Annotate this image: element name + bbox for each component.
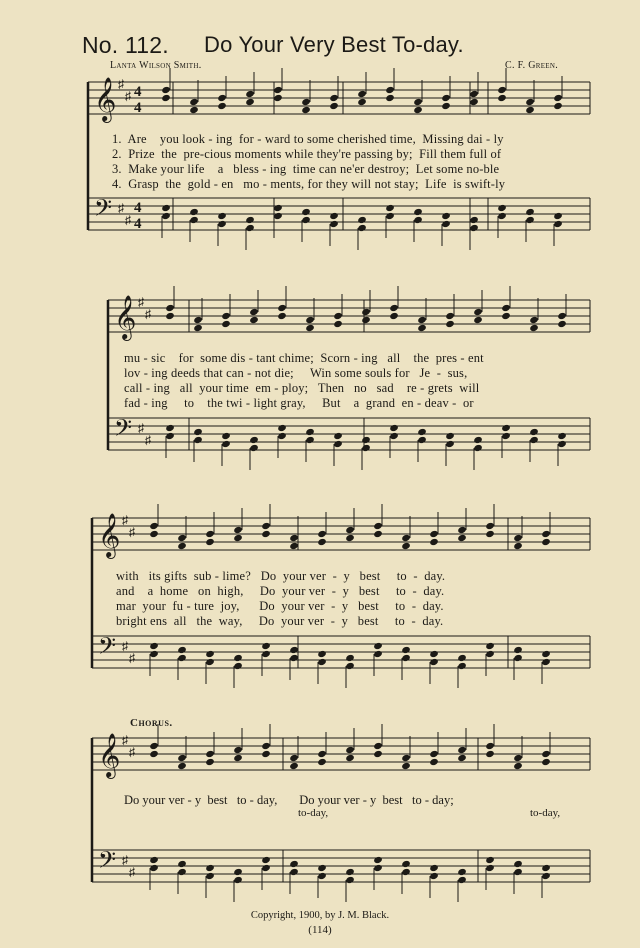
verse-line: 2. Prize the pre-cious moments while they're passing by; Fill them full of bbox=[112, 147, 502, 161]
note-head bbox=[317, 758, 327, 766]
time-signature: 4 bbox=[134, 100, 142, 116]
note-head bbox=[373, 522, 383, 530]
note-head bbox=[373, 650, 383, 658]
note-head bbox=[513, 868, 523, 876]
note-head bbox=[333, 432, 343, 440]
note-head bbox=[441, 102, 451, 110]
note-head bbox=[401, 542, 411, 550]
note-head bbox=[205, 864, 215, 872]
note-head bbox=[401, 868, 411, 876]
note-head bbox=[273, 94, 283, 102]
note-head bbox=[497, 212, 507, 220]
note-head bbox=[289, 762, 299, 770]
note-head bbox=[217, 94, 227, 102]
note-head bbox=[289, 754, 299, 762]
note-head bbox=[473, 444, 483, 452]
note-head bbox=[485, 642, 495, 650]
note-head bbox=[289, 534, 299, 542]
note-head bbox=[473, 308, 483, 316]
verse-line: with its gifts sub - lime? Do your ver - y best to - day. bbox=[116, 569, 446, 583]
note-head bbox=[553, 102, 563, 110]
sharp-icon: ♯ bbox=[129, 651, 135, 665]
time-signature: 4 bbox=[134, 200, 142, 216]
verse-line: mu - sic for some dis - tant chime; Scorn - ing all the pres - ent bbox=[124, 351, 484, 365]
sharp-icon: ♯ bbox=[138, 295, 144, 309]
note-head bbox=[401, 646, 411, 654]
note-head bbox=[205, 530, 215, 538]
sharp-icon: ♯ bbox=[138, 421, 144, 435]
note-head bbox=[441, 220, 451, 228]
note-head bbox=[177, 654, 187, 662]
page-number: (114) bbox=[308, 924, 332, 936]
note-head bbox=[457, 534, 467, 542]
note-head bbox=[273, 204, 283, 212]
chorus-label: Chorus. bbox=[130, 717, 173, 729]
note-head bbox=[541, 872, 551, 880]
note-head bbox=[373, 856, 383, 864]
sharp-icon: ♯ bbox=[145, 433, 151, 447]
note-head bbox=[485, 522, 495, 530]
note-head bbox=[457, 876, 467, 884]
note-head bbox=[373, 742, 383, 750]
note-head bbox=[417, 428, 427, 436]
note-head bbox=[277, 424, 287, 432]
note-head bbox=[357, 216, 367, 224]
note-head bbox=[273, 212, 283, 220]
note-head bbox=[513, 534, 523, 542]
chorus-echo-left: to-day, bbox=[298, 807, 329, 819]
time-signature: 4 bbox=[134, 84, 142, 100]
verse-line: fad - ing to the twi - light gray, But a grand en - deav - or bbox=[124, 396, 474, 410]
note-head bbox=[513, 860, 523, 868]
note-head bbox=[541, 750, 551, 758]
note-head bbox=[441, 212, 451, 220]
note-head bbox=[161, 94, 171, 102]
verse-line: 3. Make your life a bless - ing time can ne'er destroy; Let some no-ble bbox=[112, 162, 500, 176]
note-head bbox=[289, 654, 299, 662]
note-head bbox=[441, 94, 451, 102]
note-head bbox=[473, 436, 483, 444]
note-head bbox=[305, 428, 315, 436]
note-head bbox=[333, 440, 343, 448]
note-head bbox=[485, 650, 495, 658]
note-head bbox=[205, 658, 215, 666]
bass-clef-icon: 𝄢 bbox=[98, 632, 117, 665]
note-head bbox=[525, 98, 535, 106]
note-head bbox=[193, 316, 203, 324]
note-head bbox=[221, 312, 231, 320]
note-head bbox=[417, 316, 427, 324]
note-head bbox=[541, 650, 551, 658]
note-head bbox=[233, 876, 243, 884]
note-head bbox=[389, 432, 399, 440]
note-head bbox=[345, 662, 355, 670]
treble-clef-icon: 𝄞 bbox=[98, 733, 121, 777]
note-head bbox=[149, 650, 159, 658]
note-head bbox=[557, 440, 567, 448]
note-head bbox=[177, 542, 187, 550]
note-head bbox=[261, 742, 271, 750]
note-head bbox=[289, 860, 299, 868]
note-head bbox=[165, 304, 175, 312]
note-head bbox=[417, 324, 427, 332]
sharp-icon: ♯ bbox=[122, 639, 128, 653]
hymn-title: Do Your Very Best To-day. bbox=[204, 32, 464, 57]
note-head bbox=[301, 98, 311, 106]
note-head bbox=[345, 534, 355, 542]
note-head bbox=[485, 856, 495, 864]
note-head bbox=[541, 530, 551, 538]
note-head bbox=[245, 224, 255, 232]
sharp-icon: ♯ bbox=[129, 525, 135, 539]
note-head bbox=[497, 94, 507, 102]
note-head bbox=[553, 212, 563, 220]
note-head bbox=[501, 432, 511, 440]
note-head bbox=[385, 212, 395, 220]
note-head bbox=[217, 220, 227, 228]
note-head bbox=[429, 538, 439, 546]
note-head bbox=[457, 754, 467, 762]
note-head bbox=[401, 534, 411, 542]
note-head bbox=[361, 444, 371, 452]
note-head bbox=[329, 94, 339, 102]
verse-line: call - ing all your time em - ploy; Then no sad re - grets will bbox=[124, 381, 480, 395]
hymn-number: No. 112. bbox=[82, 32, 169, 58]
note-head bbox=[345, 754, 355, 762]
note-head bbox=[401, 654, 411, 662]
note-head bbox=[385, 204, 395, 212]
note-head bbox=[233, 746, 243, 754]
note-head bbox=[205, 750, 215, 758]
note-head bbox=[361, 308, 371, 316]
note-head bbox=[249, 444, 259, 452]
lyricist-credit: Lanta Wilson Smith. bbox=[110, 60, 202, 71]
note-head bbox=[413, 98, 423, 106]
note-head bbox=[277, 312, 287, 320]
note-head bbox=[289, 868, 299, 876]
note-head bbox=[261, 522, 271, 530]
note-head bbox=[389, 424, 399, 432]
note-head bbox=[469, 90, 479, 98]
note-head bbox=[513, 654, 523, 662]
treble-clef-icon: 𝄞 bbox=[98, 513, 121, 557]
note-head bbox=[317, 750, 327, 758]
note-head bbox=[485, 742, 495, 750]
note-head bbox=[413, 216, 423, 224]
note-head bbox=[361, 436, 371, 444]
note-head bbox=[345, 868, 355, 876]
note-head bbox=[429, 750, 439, 758]
note-head bbox=[233, 534, 243, 542]
note-head bbox=[149, 856, 159, 864]
note-head bbox=[385, 94, 395, 102]
note-head bbox=[261, 530, 271, 538]
note-head bbox=[161, 86, 171, 94]
note-head bbox=[417, 436, 427, 444]
note-head bbox=[501, 424, 511, 432]
note-head bbox=[261, 856, 271, 864]
note-head bbox=[193, 324, 203, 332]
note-head bbox=[357, 224, 367, 232]
note-head bbox=[357, 98, 367, 106]
note-head bbox=[233, 754, 243, 762]
note-head bbox=[205, 872, 215, 880]
chorus-echo-right: to-day, bbox=[530, 807, 561, 819]
note-head bbox=[205, 538, 215, 546]
note-head bbox=[541, 538, 551, 546]
note-head bbox=[149, 750, 159, 758]
sharp-icon: ♯ bbox=[145, 307, 151, 321]
note-head bbox=[305, 316, 315, 324]
note-head bbox=[457, 662, 467, 670]
note-head bbox=[473, 316, 483, 324]
note-head bbox=[165, 312, 175, 320]
note-head bbox=[513, 762, 523, 770]
note-head bbox=[305, 436, 315, 444]
note-head bbox=[373, 864, 383, 872]
note-head bbox=[345, 526, 355, 534]
time-signature: 4 bbox=[134, 216, 142, 232]
note-head bbox=[329, 102, 339, 110]
note-head bbox=[317, 650, 327, 658]
note-head bbox=[529, 316, 539, 324]
note-head bbox=[317, 872, 327, 880]
note-head bbox=[333, 320, 343, 328]
note-head bbox=[525, 208, 535, 216]
note-head bbox=[541, 864, 551, 872]
note-head bbox=[233, 868, 243, 876]
note-head bbox=[249, 316, 259, 324]
note-head bbox=[469, 216, 479, 224]
note-head bbox=[205, 650, 215, 658]
note-head bbox=[277, 304, 287, 312]
note-head bbox=[301, 106, 311, 114]
note-head bbox=[373, 750, 383, 758]
note-head bbox=[457, 526, 467, 534]
note-head bbox=[189, 106, 199, 114]
note-head bbox=[457, 868, 467, 876]
note-head bbox=[329, 212, 339, 220]
note-head bbox=[177, 868, 187, 876]
note-head bbox=[361, 316, 371, 324]
note-head bbox=[429, 650, 439, 658]
sharp-icon: ♯ bbox=[118, 77, 124, 91]
note-head bbox=[557, 432, 567, 440]
note-head bbox=[457, 654, 467, 662]
note-head bbox=[221, 432, 231, 440]
note-head bbox=[273, 86, 283, 94]
note-head bbox=[497, 86, 507, 94]
note-head bbox=[261, 864, 271, 872]
note-head bbox=[233, 654, 243, 662]
verse-line: 1. Are you look - ing for - ward to some cherished time, Missing dai - ly bbox=[112, 132, 504, 146]
note-head bbox=[513, 754, 523, 762]
note-head bbox=[165, 432, 175, 440]
note-head bbox=[541, 658, 551, 666]
note-head bbox=[205, 758, 215, 766]
chorus-lyrics: Do your ver - y best to - day, Do your ver - y best to - day; bbox=[124, 793, 454, 807]
note-head bbox=[245, 90, 255, 98]
note-head bbox=[193, 428, 203, 436]
note-head bbox=[149, 642, 159, 650]
note-head bbox=[233, 526, 243, 534]
bass-clef-icon: 𝄢 bbox=[94, 194, 113, 227]
sharp-icon: ♯ bbox=[129, 865, 135, 879]
note-head bbox=[177, 754, 187, 762]
treble-clef-icon: 𝄞 bbox=[114, 295, 137, 339]
note-head bbox=[317, 658, 327, 666]
note-head bbox=[249, 436, 259, 444]
note-head bbox=[305, 324, 315, 332]
note-head bbox=[553, 94, 563, 102]
note-head bbox=[469, 224, 479, 232]
note-head bbox=[501, 312, 511, 320]
note-head bbox=[413, 208, 423, 216]
note-head bbox=[357, 90, 367, 98]
note-head bbox=[401, 860, 411, 868]
sharp-icon: ♯ bbox=[129, 745, 135, 759]
note-head bbox=[445, 312, 455, 320]
note-head bbox=[401, 754, 411, 762]
note-head bbox=[345, 654, 355, 662]
bass-clef-icon: 𝄢 bbox=[114, 414, 133, 447]
note-head bbox=[557, 312, 567, 320]
note-head bbox=[193, 436, 203, 444]
note-head bbox=[429, 658, 439, 666]
note-head bbox=[413, 106, 423, 114]
note-head bbox=[149, 530, 159, 538]
copyright-notice: Copyright, 1900, by J. M. Black. bbox=[250, 910, 390, 921]
note-head bbox=[189, 98, 199, 106]
note-head bbox=[245, 216, 255, 224]
note-head bbox=[429, 864, 439, 872]
note-head bbox=[301, 216, 311, 224]
note-head bbox=[245, 98, 255, 106]
sharp-icon: ♯ bbox=[122, 513, 128, 527]
note-head bbox=[301, 208, 311, 216]
note-head bbox=[217, 102, 227, 110]
note-head bbox=[177, 534, 187, 542]
note-head bbox=[501, 304, 511, 312]
note-head bbox=[177, 860, 187, 868]
note-head bbox=[445, 440, 455, 448]
note-head bbox=[189, 208, 199, 216]
note-head bbox=[429, 872, 439, 880]
treble-clef-icon: 𝄞 bbox=[94, 77, 117, 121]
note-head bbox=[149, 522, 159, 530]
note-head bbox=[329, 220, 339, 228]
note-head bbox=[513, 646, 523, 654]
note-head bbox=[557, 320, 567, 328]
note-head bbox=[277, 432, 287, 440]
note-head bbox=[513, 542, 523, 550]
sharp-icon: ♯ bbox=[125, 89, 131, 103]
sharp-icon: ♯ bbox=[118, 201, 124, 215]
note-head bbox=[373, 530, 383, 538]
note-head bbox=[529, 428, 539, 436]
note-head bbox=[289, 542, 299, 550]
verse-line: 4. Grasp the gold - en mo - ments, for they will not stay; Life is swift-ly bbox=[112, 177, 506, 191]
note-head bbox=[457, 746, 467, 754]
note-head bbox=[525, 216, 535, 224]
note-head bbox=[469, 98, 479, 106]
note-head bbox=[317, 538, 327, 546]
note-head bbox=[233, 662, 243, 670]
note-head bbox=[317, 864, 327, 872]
note-head bbox=[525, 106, 535, 114]
note-head bbox=[429, 530, 439, 538]
note-head bbox=[261, 642, 271, 650]
composer-credit: C. F. Green. bbox=[505, 60, 559, 71]
note-head bbox=[221, 320, 231, 328]
note-head bbox=[165, 424, 175, 432]
note-head bbox=[485, 530, 495, 538]
verse-line: bright ens all the way, Do your ver - y best to - day. bbox=[116, 614, 444, 628]
note-head bbox=[373, 642, 383, 650]
note-head bbox=[149, 864, 159, 872]
note-head bbox=[333, 312, 343, 320]
verse-line: mar your fu - ture joy, Do your ver - y best to - day. bbox=[116, 599, 444, 613]
note-head bbox=[389, 312, 399, 320]
note-head bbox=[497, 204, 507, 212]
note-head bbox=[249, 308, 259, 316]
note-head bbox=[529, 324, 539, 332]
sharp-icon: ♯ bbox=[122, 733, 128, 747]
note-head bbox=[261, 750, 271, 758]
verse-line: lov - ing deeds that can - not die; Win some souls for Je - sus, bbox=[124, 366, 468, 380]
note-head bbox=[485, 750, 495, 758]
note-head bbox=[401, 762, 411, 770]
note-head bbox=[161, 212, 171, 220]
note-head bbox=[261, 650, 271, 658]
bass-clef-icon: 𝄢 bbox=[98, 846, 117, 879]
note-head bbox=[317, 530, 327, 538]
note-head bbox=[189, 216, 199, 224]
sharp-icon: ♯ bbox=[125, 213, 131, 227]
note-head bbox=[221, 440, 231, 448]
note-head bbox=[217, 212, 227, 220]
note-head bbox=[161, 204, 171, 212]
note-head bbox=[553, 220, 563, 228]
note-head bbox=[177, 646, 187, 654]
note-head bbox=[445, 432, 455, 440]
note-head bbox=[541, 758, 551, 766]
note-head bbox=[149, 742, 159, 750]
verse-line: and a home on high, Do your ver - y best to - day. bbox=[116, 584, 445, 598]
note-head bbox=[289, 646, 299, 654]
note-head bbox=[485, 864, 495, 872]
note-head bbox=[385, 86, 395, 94]
note-head bbox=[177, 762, 187, 770]
note-head bbox=[429, 758, 439, 766]
note-head bbox=[345, 876, 355, 884]
note-head bbox=[445, 320, 455, 328]
note-head bbox=[345, 746, 355, 754]
note-head bbox=[529, 436, 539, 444]
sharp-icon: ♯ bbox=[122, 853, 128, 867]
note-head bbox=[389, 304, 399, 312]
